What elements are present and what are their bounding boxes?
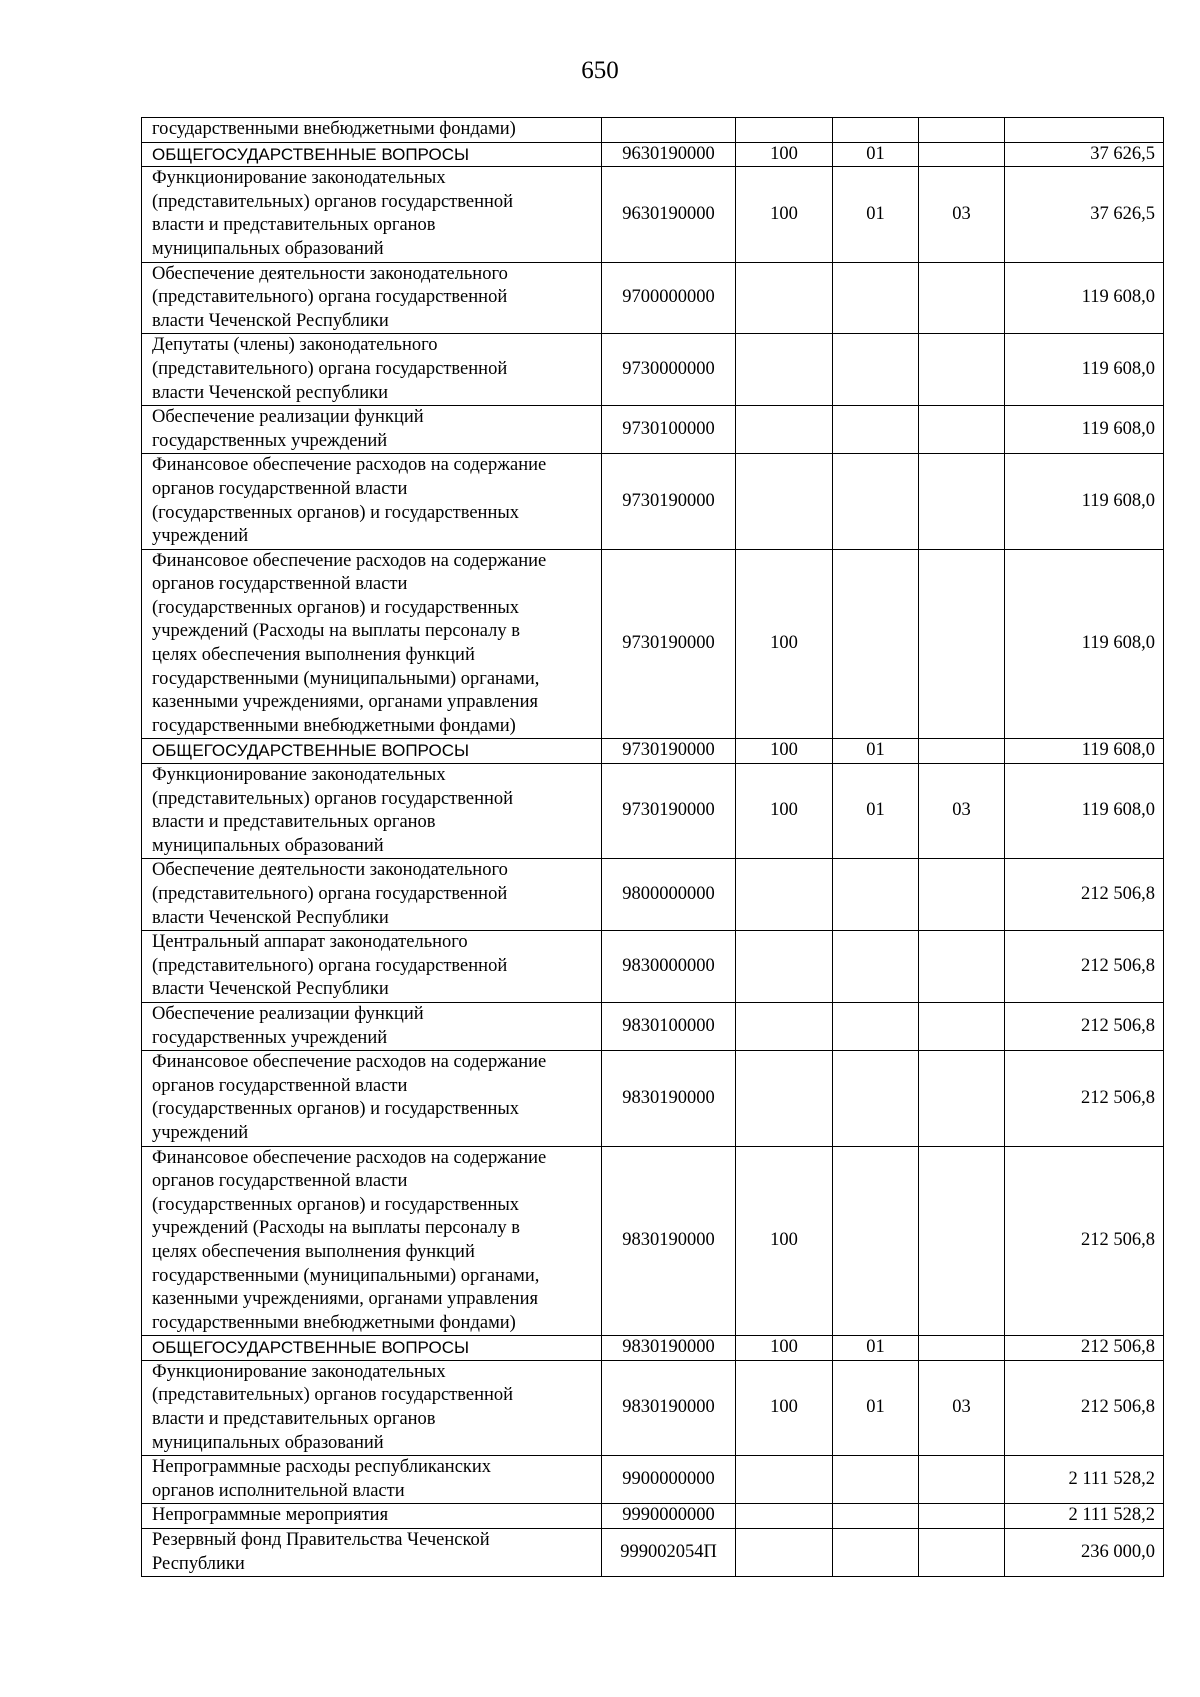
- cell-subsection: [919, 1336, 1005, 1361]
- table-row: [142, 1504, 1164, 1529]
- cell-amount: 212 506,8: [1005, 1146, 1164, 1336]
- cell-name: государственными внебюджетными фондами): [142, 118, 602, 143]
- cell-amount: 119 608,0: [1005, 549, 1164, 739]
- cell-target-code: 9730000000: [602, 334, 736, 406]
- cell-expense-type: [736, 262, 833, 334]
- cell-amount: 119 608,0: [1005, 739, 1164, 764]
- cell-target-code: 999002054П: [602, 1529, 736, 1577]
- cell-amount: 37 626,5: [1005, 142, 1164, 167]
- cell-section: [833, 118, 919, 143]
- cell-expense-type: [736, 1051, 833, 1146]
- cell-target-code: 9990000000: [602, 1504, 736, 1529]
- cell-expense-type: [736, 334, 833, 406]
- table-row: [142, 739, 1164, 764]
- cell-expense-type: [736, 1002, 833, 1050]
- cell-expense-type: [736, 118, 833, 143]
- cell-expense-type: [736, 1456, 833, 1504]
- table-row: [142, 454, 1164, 549]
- table-row: [142, 764, 1164, 859]
- table-row: [142, 1336, 1164, 1361]
- cell-expense-type: 100: [736, 1360, 833, 1455]
- cell-section: 01: [833, 142, 919, 167]
- cell-subsection: [919, 1002, 1005, 1050]
- cell-target-code: 9830000000: [602, 931, 736, 1003]
- cell-name: Обеспечение деятельности законодательного (представительного) органа государственной власти Чеченской Республики: [142, 859, 602, 931]
- cell-name: Финансовое обеспечение расходов на содержание органов государственной власти (государственных органов) и государственных учреждений: [142, 454, 602, 549]
- cell-section: [833, 1504, 919, 1529]
- cell-subsection: [919, 1504, 1005, 1529]
- cell-subsection: [919, 859, 1005, 931]
- cell-target-code: 9830190000: [602, 1051, 736, 1146]
- cell-amount: 212 506,8: [1005, 1051, 1164, 1146]
- cell-expense-type: [736, 931, 833, 1003]
- cell-target-code: 9730100000: [602, 406, 736, 454]
- cell-amount: 37 626,5: [1005, 167, 1164, 262]
- cell-amount: 2 111 528,2: [1005, 1456, 1164, 1504]
- cell-expense-type: [736, 1529, 833, 1577]
- cell-subsection: [919, 1146, 1005, 1336]
- cell-subsection: [919, 739, 1005, 764]
- cell-name: Функционирование законодательных (представительных) органов государственной власти и представительных органов муниципальных образований: [142, 167, 602, 262]
- cell-amount: 119 608,0: [1005, 764, 1164, 859]
- cell-subsection: [919, 406, 1005, 454]
- cell-name: Функционирование законодательных (представительных) органов государственной власти и представительных органов муниципальных образований: [142, 764, 602, 859]
- cell-section: 01: [833, 167, 919, 262]
- cell-name: ОБЩЕГОСУДАРСТВЕННЫЕ ВОПРОСЫ: [142, 142, 602, 167]
- cell-expense-type: 100: [736, 1146, 833, 1336]
- cell-amount: 119 608,0: [1005, 406, 1164, 454]
- cell-name: Финансовое обеспечение расходов на содержание органов государственной власти (государственных органов) и государственных учреждений (Расходы на выплаты персоналу в целях обеспечения выполнения функций государственными (муниципальными) органами, казенными учреждениями, органами управления государственными внебюджетными фондами): [142, 549, 602, 739]
- table-row: [142, 1002, 1164, 1050]
- cell-target-code: [602, 118, 736, 143]
- cell-section: 01: [833, 739, 919, 764]
- cell-section: [833, 1529, 919, 1577]
- cell-subsection: [919, 334, 1005, 406]
- cell-amount: 212 506,8: [1005, 1002, 1164, 1050]
- cell-subsection: [919, 931, 1005, 1003]
- table-row: [142, 406, 1164, 454]
- cell-target-code: 9730190000: [602, 764, 736, 859]
- cell-amount: 212 506,8: [1005, 1336, 1164, 1361]
- cell-subsection: [919, 118, 1005, 143]
- cell-amount: 212 506,8: [1005, 931, 1164, 1003]
- cell-target-code: 9830190000: [602, 1146, 736, 1336]
- cell-target-code: 9700000000: [602, 262, 736, 334]
- table-row: [142, 1360, 1164, 1455]
- cell-target-code: 9730190000: [602, 454, 736, 549]
- cell-amount: [1005, 118, 1164, 143]
- cell-subsection: [919, 1529, 1005, 1577]
- cell-subsection: 03: [919, 167, 1005, 262]
- cell-section: [833, 1456, 919, 1504]
- table-row: [142, 549, 1164, 739]
- cell-section: 01: [833, 764, 919, 859]
- cell-name: Резервный фонд Правительства Чеченской Республики: [142, 1529, 602, 1577]
- cell-target-code: 9630190000: [602, 167, 736, 262]
- cell-name: Центральный аппарат законодательного (представительного) органа государственной власти Чеченской Республики: [142, 931, 602, 1003]
- cell-expense-type: 100: [736, 167, 833, 262]
- cell-subsection: [919, 1456, 1005, 1504]
- cell-subsection: [919, 1051, 1005, 1146]
- cell-name: Обеспечение деятельности законодательного (представительного) органа государственной власти Чеченской Республики: [142, 262, 602, 334]
- table-row: [142, 1146, 1164, 1336]
- table-row: [142, 1456, 1164, 1504]
- cell-name: Депутаты (члены) законодательного (представительного) органа государственной власти Чеченской республики: [142, 334, 602, 406]
- cell-subsection: [919, 262, 1005, 334]
- cell-target-code: 9800000000: [602, 859, 736, 931]
- cell-name: ОБЩЕГОСУДАРСТВЕННЫЕ ВОПРОСЫ: [142, 1336, 602, 1361]
- cell-section: [833, 406, 919, 454]
- cell-subsection: [919, 549, 1005, 739]
- cell-section: [833, 859, 919, 931]
- page-number: 650: [581, 57, 619, 84]
- cell-target-code: 9730190000: [602, 549, 736, 739]
- cell-section: 01: [833, 1336, 919, 1361]
- cell-expense-type: 100: [736, 142, 833, 167]
- table-row: [142, 1051, 1164, 1146]
- table-row: [142, 167, 1164, 262]
- cell-target-code: 9830190000: [602, 1336, 736, 1361]
- cell-amount: 2 111 528,2: [1005, 1504, 1164, 1529]
- cell-target-code: 9630190000: [602, 142, 736, 167]
- cell-name: Непрограммные мероприятия: [142, 1504, 602, 1529]
- cell-name: Обеспечение реализации функций государственных учреждений: [142, 1002, 602, 1050]
- cell-amount: 212 506,8: [1005, 859, 1164, 931]
- cell-section: 01: [833, 1360, 919, 1455]
- cell-section: [833, 1051, 919, 1146]
- cell-target-code: 9830190000: [602, 1360, 736, 1455]
- cell-subsection: 03: [919, 1360, 1005, 1455]
- cell-target-code: 9730190000: [602, 739, 736, 764]
- table-row: [142, 334, 1164, 406]
- cell-section: [833, 931, 919, 1003]
- cell-expense-type: [736, 454, 833, 549]
- table-row: [142, 859, 1164, 931]
- budget-table-body: [142, 118, 1164, 1577]
- table-row: [142, 1529, 1164, 1577]
- table-row: [142, 262, 1164, 334]
- cell-amount: 119 608,0: [1005, 262, 1164, 334]
- cell-expense-type: [736, 859, 833, 931]
- cell-name: Функционирование законодательных (представительных) органов государственной власти и представительных органов муниципальных образований: [142, 1360, 602, 1455]
- cell-section: [833, 454, 919, 549]
- cell-target-code: 9830100000: [602, 1002, 736, 1050]
- cell-amount: 119 608,0: [1005, 334, 1164, 406]
- budget-table: [141, 117, 1164, 1577]
- cell-section: [833, 334, 919, 406]
- cell-expense-type: 100: [736, 1336, 833, 1361]
- table-row: [142, 118, 1164, 143]
- table-row: [142, 931, 1164, 1003]
- cell-section: [833, 1146, 919, 1336]
- cell-name: Финансовое обеспечение расходов на содержание органов государственной власти (государственных органов) и государственных учреждений: [142, 1051, 602, 1146]
- cell-name: Обеспечение реализации функций государственных учреждений: [142, 406, 602, 454]
- cell-subsection: [919, 142, 1005, 167]
- cell-amount: 212 506,8: [1005, 1360, 1164, 1455]
- cell-section: [833, 1002, 919, 1050]
- cell-name: ОБЩЕГОСУДАРСТВЕННЫЕ ВОПРОСЫ: [142, 739, 602, 764]
- cell-target-code: 9900000000: [602, 1456, 736, 1504]
- table-row: [142, 142, 1164, 167]
- cell-expense-type: 100: [736, 739, 833, 764]
- cell-section: [833, 262, 919, 334]
- cell-expense-type: 100: [736, 764, 833, 859]
- cell-amount: 236 000,0: [1005, 1529, 1164, 1577]
- cell-name: Непрограммные расходы республиканских органов исполнительной власти: [142, 1456, 602, 1504]
- cell-subsection: 03: [919, 764, 1005, 859]
- cell-expense-type: 100: [736, 549, 833, 739]
- cell-name: Финансовое обеспечение расходов на содержание органов государственной власти (государственных органов) и государственных учреждений (Расходы на выплаты персоналу в целях обеспечения выполнения функций государственными (муниципальными) органами, казенными учреждениями, органами управления государственными внебюджетными фондами): [142, 1146, 602, 1336]
- cell-section: [833, 549, 919, 739]
- cell-expense-type: [736, 1504, 833, 1529]
- cell-subsection: [919, 454, 1005, 549]
- cell-expense-type: [736, 406, 833, 454]
- cell-amount: 119 608,0: [1005, 454, 1164, 549]
